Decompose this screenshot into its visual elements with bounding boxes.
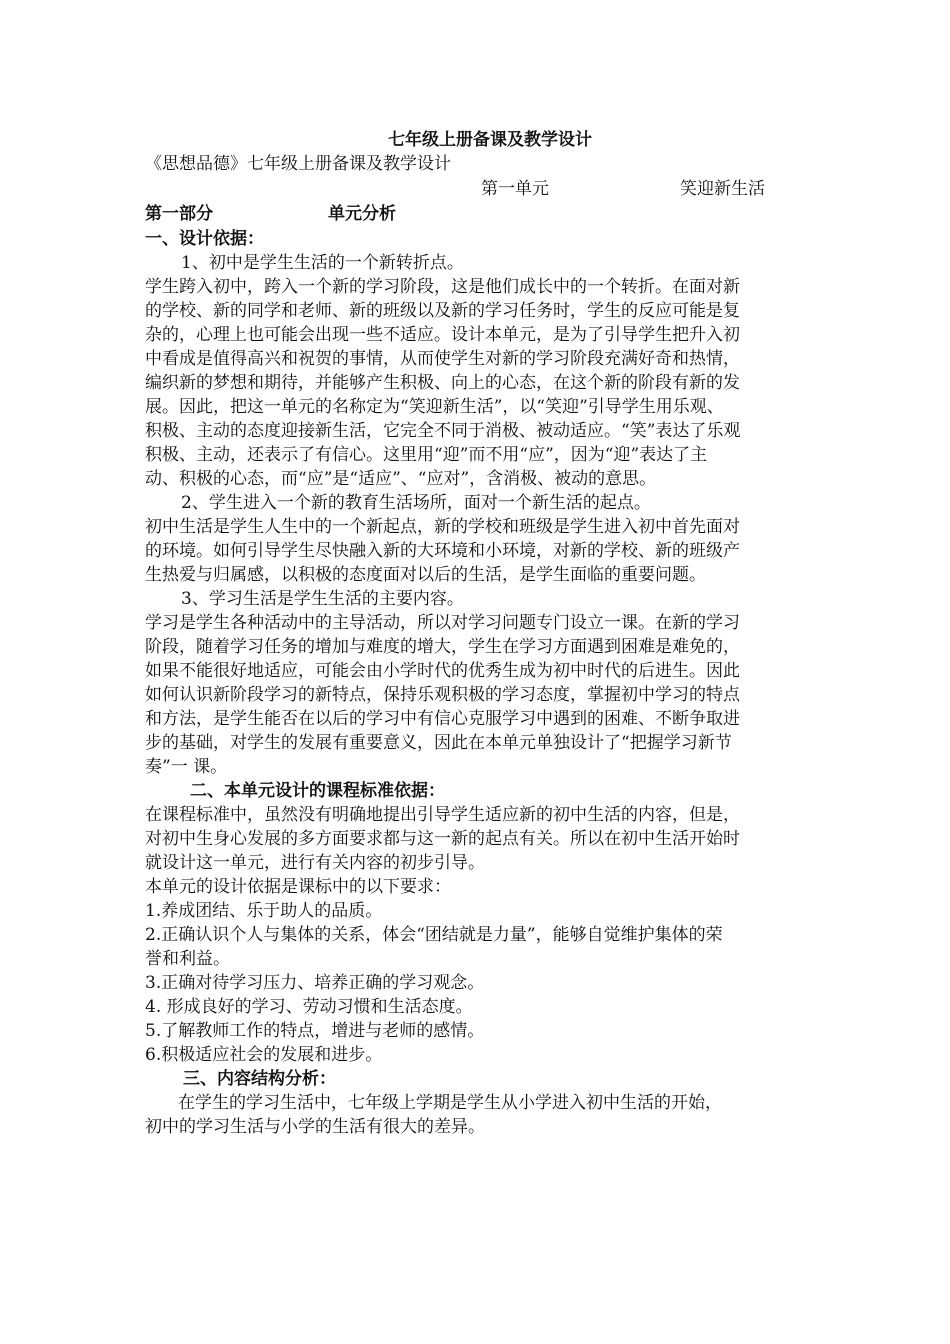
document-subtitle: 《思想品德》七年级上册备课及教学设计 — [145, 154, 451, 174]
point-1-heading: 1、初中是学生生活的一个新转折点。 — [181, 253, 464, 273]
paragraph-line: 在课程标准中，虽然没有明确地提出引导学生适应新的初中生活的内容，但是， — [145, 805, 740, 825]
document-title: 七年级上册备课及教学设计 — [388, 130, 592, 150]
requirement-item: 1.养成团结、乐于助人的品质。 — [145, 901, 383, 921]
paragraph-line: 杂的，心理上也可能会出现一些不适应。设计本单元，是为了引导学生把升入初 — [145, 325, 740, 345]
paragraph-line: 如何认识新阶段学习的新特点，保持乐观积极的学习态度，掌握初中学习的特点 — [145, 685, 740, 705]
paragraph-line: 如果不能很好地适应，可能会由小学时代的优秀生成为初中时代的后进生。因此 — [145, 661, 740, 681]
paragraph-line: 积极、主动，还表示了有信心。这里用“迎”而不用“应”，因为“迎”表达了主 — [145, 445, 708, 465]
requirement-item: 3.正确对待学习压力、培养正确的学习观念。 — [145, 973, 485, 993]
requirement-item: 2.正确认识个人与集体的关系，体会“团结就是力量”，能够自觉维护集体的荣 — [145, 925, 723, 945]
paragraph-line: 生热爱与归属感，以积极的态度面对以后的生活，是学生面临的重要问题。 — [145, 565, 706, 585]
paragraph-line: 学生跨入初中，跨入一个新的学习阶段，这是他们成长中的一个转折。在面对新 — [145, 277, 740, 297]
requirement-item: 6.积极适应社会的发展和进步。 — [145, 1045, 383, 1065]
paragraph-line: 编织新的梦想和期待，并能够产生积极、向上的心态，在这个新的阶段有新的发 — [145, 373, 740, 393]
part-name: 单元分析 — [328, 204, 396, 224]
requirement-item-continued: 誉和利益。 — [145, 949, 230, 969]
paragraph-line: 和方法，是学生能否在以后的学习中有信心克服学习中遇到的困难、不断争取进 — [145, 709, 740, 729]
part-label: 第一部分 — [145, 204, 213, 224]
paragraph-line: 学习是学生各种活动中的主导活动，所以对学习问题专门设立一课。在新的学习 — [145, 613, 740, 633]
paragraph-line: 在学生的学习生活中，七年级上学期是学生从小学进入初中生活的开始， — [178, 1093, 722, 1113]
paragraph-line: 初中生活是学生人生中的一个新起点，新的学校和班级是学生进入初中首先面对 — [145, 517, 740, 537]
section-2-heading: 二、本单元设计的课程标准依据： — [190, 781, 445, 801]
paragraph-line: 动、积极的心态，而“应”是“适应”、“应对”，含消极、被动的意思。 — [145, 469, 657, 489]
paragraph-line: 对初中生身心发展的多方面要求都与这一新的起点有关。所以在初中生活开始时 — [145, 829, 740, 849]
paragraph-line: 奏”一 课。 — [145, 757, 228, 777]
unit-number: 第一单元 — [481, 179, 549, 199]
paragraph-line: 步的基础，对学生的发展有重要意义，因此在本单元单独设计了“把握学习新节 — [145, 733, 732, 753]
point-2-heading: 2、学生进入一个新的教育生活场所，面对一个新生活的起点。 — [181, 493, 651, 513]
point-3-heading: 3、学习生活是学生生活的主要内容。 — [181, 589, 464, 609]
paragraph-line: 的环境。如何引导学生尽快融入新的大环境和小环境，对新的学校、新的班级产 — [145, 541, 740, 561]
requirement-item: 5.了解教师工作的特点，增进与老师的感情。 — [145, 1021, 485, 1041]
paragraph-line: 初中的学习生活与小学的生活有很大的差异。 — [145, 1117, 485, 1137]
paragraph-line: 中看成是值得高兴和祝贺的事情，从而使学生对新的学习阶段充满好奇和热情， — [145, 349, 740, 369]
section-1-heading: 一、设计依据： — [145, 229, 264, 249]
paragraph-line: 积极、主动的态度迎接新生活，它完全不同于消极、被动适应。“笑”表达了乐观 — [145, 421, 741, 441]
paragraph-line: 展。因此，把这一单元的名称定为“笑迎新生活”，以“笑迎”引导学生用乐观、 — [145, 397, 724, 417]
paragraph-line: 阶段，随着学习任务的增加与难度的增大，学生在学习方面遇到困难是难免的， — [145, 637, 740, 657]
requirement-item: 4. 形成良好的学习、劳动习惯和生活态度。 — [145, 997, 473, 1017]
unit-name: 笑迎新生活 — [680, 179, 765, 199]
section-3-heading: 三、内容结构分析： — [183, 1069, 336, 1089]
paragraph-line: 就设计这一单元，进行有关内容的初步引导。 — [145, 853, 485, 873]
paragraph-line: 的学校、新的同学和老师、新的班级以及新的学习任务时，学生的反应可能是复 — [145, 301, 740, 321]
paragraph-line: 本单元的设计依据是课标中的以下要求： — [145, 877, 451, 897]
